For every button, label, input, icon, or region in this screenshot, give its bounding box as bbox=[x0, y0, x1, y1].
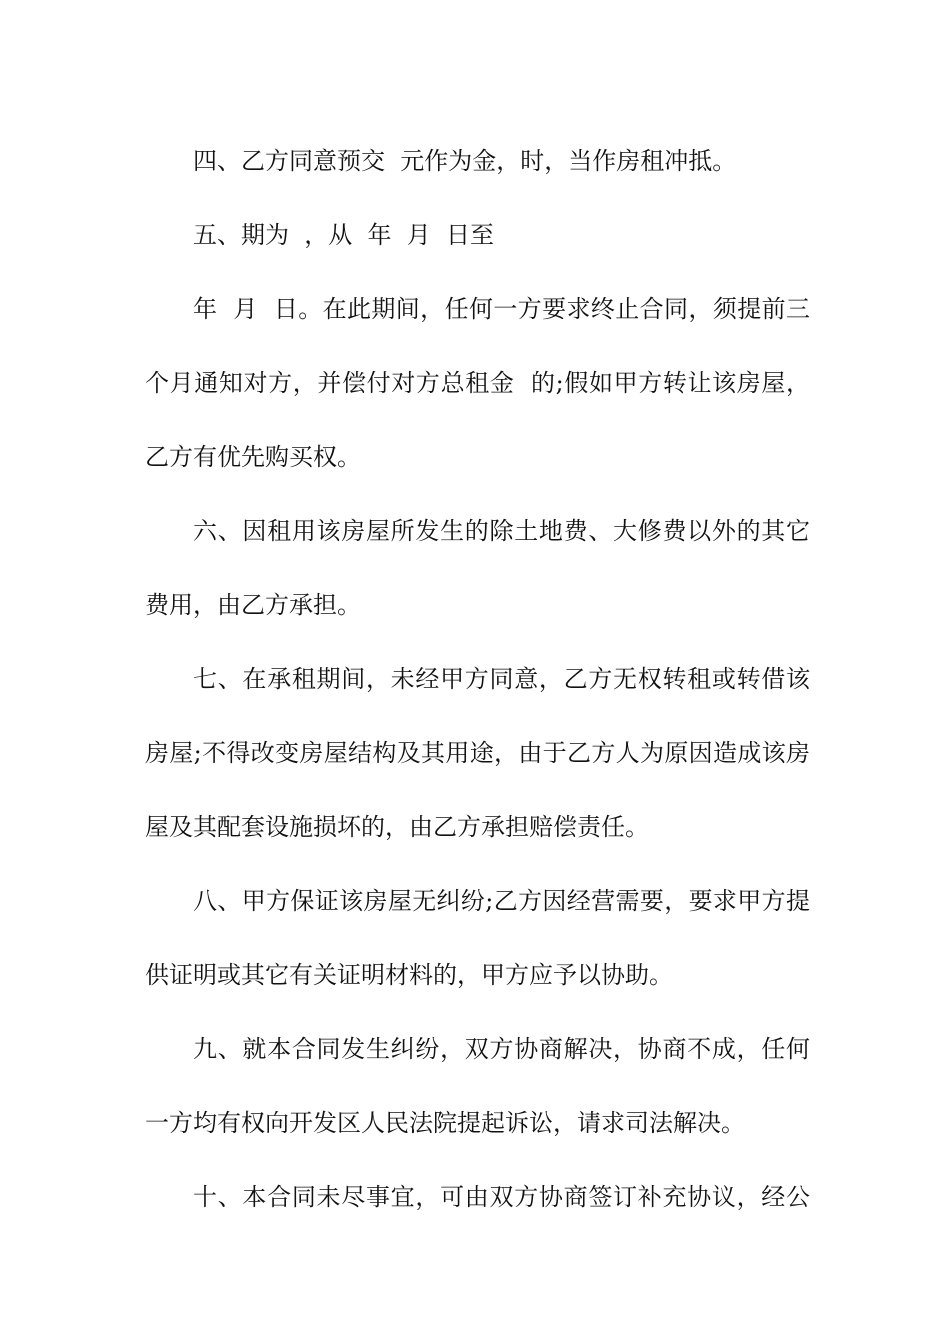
clause-5-line-4: 乙方有优先购买权。 bbox=[145, 443, 361, 471]
clause-6-line-2: 费用，由乙方承担。 bbox=[145, 591, 361, 619]
clause-5-line-3: 个月通知对方，并偿付对方总租金 的;假如甲方转让该房屋， bbox=[145, 369, 810, 397]
clause-9-line-2: 一方均有权向开发区人民法院提起诉讼，请求司法解决。 bbox=[145, 1109, 745, 1137]
clause-8-line-1: 八、甲方保证该房屋无纠纷;乙方因经营需要，要求甲方提 bbox=[193, 887, 810, 915]
clause-9-line-1: 九、就本合同发生纠纷，双方协商解决，协商不成，任何 bbox=[193, 1035, 810, 1063]
clause-7-line-3: 屋及其配套设施损坏的，由乙方承担赔偿责任。 bbox=[145, 813, 649, 841]
clause-8-line-2: 供证明或其它有关证明材料的，甲方应予以协助。 bbox=[145, 961, 673, 989]
contract-body bbox=[145, 124, 810, 1234]
clause-7-line-2: 房屋;不得改变房屋结构及其用途，由于乙方人为原因造成该房 bbox=[145, 739, 810, 767]
clause-4-line-1: 四、乙方同意预交 元作为金，时，当作房租冲抵。 bbox=[193, 147, 737, 175]
clause-7-line-1: 七、在承租期间，未经甲方同意，乙方无权转租或转借该 bbox=[193, 665, 810, 693]
clause-10-line-1: 十、本合同未尽事宜，可由双方协商签订补充协议，经公 bbox=[193, 1183, 810, 1211]
clause-6-line-1: 六、因租用该房屋所发生的除土地费、大修费以外的其它 bbox=[193, 517, 810, 545]
clause-5-line-2: 年 月 日。在此期间，任何一方要求终止合同，须提前三 bbox=[193, 295, 810, 323]
clause-5-line-1: 五、期为 ，从 年 月 日至 bbox=[193, 221, 495, 249]
